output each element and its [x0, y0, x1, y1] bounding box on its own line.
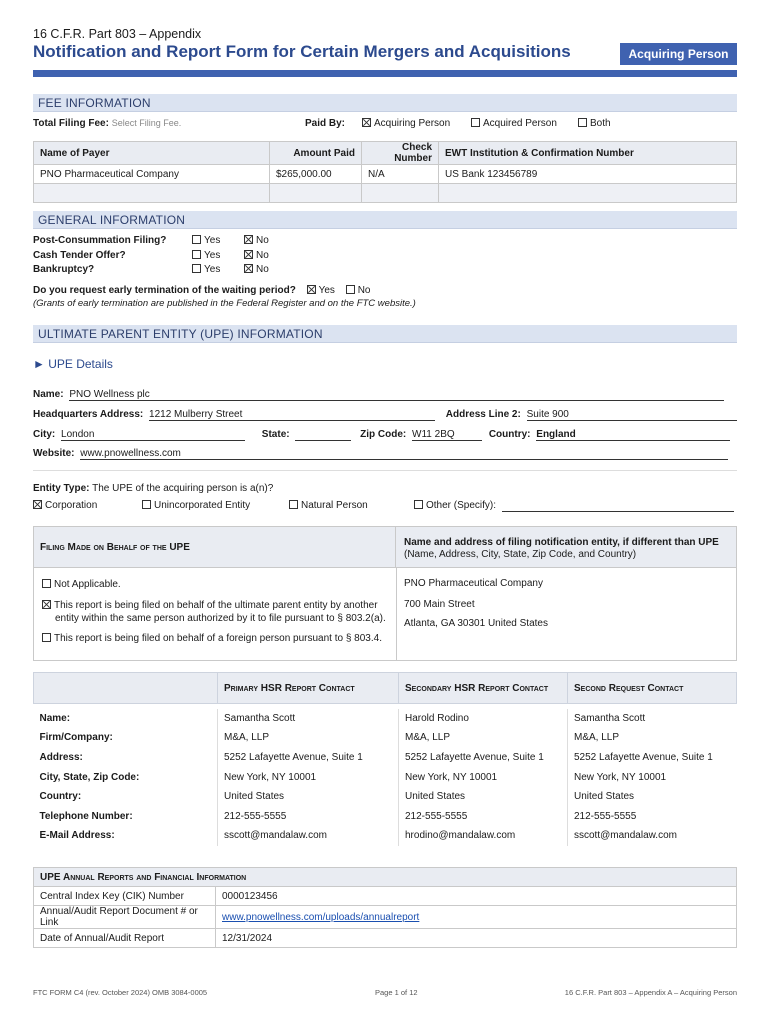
col-amount-paid: Amount Paid — [270, 142, 362, 165]
footer-page-number: Page 1 of 12 — [375, 988, 418, 997]
checkbox-checked-icon — [42, 600, 51, 609]
upe-website-row — [33, 448, 737, 460]
checkbox-checked-icon — [307, 285, 316, 294]
general-section-title: GENERAL INFORMATION — [38, 213, 186, 227]
entity-type-label: Entity Type: — [33, 483, 90, 494]
checkbox-icon — [471, 118, 480, 127]
city-field[interactable]: London — [61, 429, 245, 441]
contact-cell[interactable]: 5252 Lafayette Avenue, Suite 1 — [399, 748, 568, 768]
upe-section-header — [33, 325, 737, 343]
check-number-cell[interactable]: N/A — [362, 165, 439, 184]
fee-section-header — [33, 94, 737, 112]
cash-tender-label: Cash Tender Offer? — [33, 249, 126, 261]
paid-by-both[interactable]: Both — [578, 118, 611, 129]
contact-cell[interactable]: Harold Rodino — [399, 709, 568, 729]
filing-behalf-box — [33, 526, 737, 661]
city-label: City: — [33, 429, 56, 440]
address-line-2-label: Address Line 2: — [445, 409, 521, 420]
contact-cell[interactable]: sscott@mandalaw.com — [568, 826, 737, 846]
filing-right-header — [396, 527, 736, 568]
table-row — [34, 887, 737, 906]
total-fee-label: Total Filing Fee: — [33, 118, 109, 129]
divider — [396, 568, 397, 660]
filing-entity-street[interactable]: 700 Main Street — [404, 599, 475, 610]
payer-name-cell[interactable] — [34, 184, 270, 203]
entity-type-question: The UPE of the acquiring person is a(n)? — [92, 483, 274, 494]
early-termination — [33, 285, 371, 296]
contact-cell[interactable]: 5252 Lafayette Avenue, Suite 1 — [568, 748, 737, 768]
contacts-table — [33, 672, 737, 846]
contact-row-name — [34, 709, 737, 729]
post-consummation-yes[interactable]: Yes — [192, 234, 220, 249]
cash-tender-yes[interactable]: Yes — [192, 249, 220, 264]
contact-cell[interactable]: M&A, LLP — [568, 728, 737, 748]
post-consummation-label: Post-Consummation Filing? — [33, 235, 167, 246]
entity-natural-person[interactable]: Natural Person — [289, 500, 368, 511]
contact-row-address — [34, 748, 737, 768]
early-termination-label: Do you request early termination of the waiting period? — [33, 285, 296, 296]
filing-entity-subheading: (Name, Address, City, State, Zip Code, and Country) — [404, 549, 637, 560]
filing-entity-heading: Name and address of filing notification entity, if different than UPE — [404, 537, 719, 548]
contact-row-phone — [34, 806, 737, 826]
annual-report-link[interactable]: www.pnowellness.com/uploads/annualreport — [222, 911, 420, 923]
upe-name-row — [33, 389, 737, 401]
ewt-cell[interactable] — [439, 184, 737, 203]
col-second-request-contact: Second Request Contact — [568, 673, 737, 704]
general-section-header — [33, 211, 737, 229]
contact-cell[interactable]: United States — [568, 787, 737, 807]
row-label: E-Mail Address: — [39, 830, 115, 842]
row-label: Country: — [39, 791, 82, 803]
general-questions — [33, 234, 333, 278]
zip-code-field[interactable]: W11 2BQ — [412, 429, 482, 441]
contact-row-email — [34, 826, 737, 846]
divider — [33, 470, 737, 471]
contact-cell[interactable]: 212-555-5555 — [568, 806, 737, 826]
entity-unincorporated[interactable]: Unincorporated Entity — [142, 500, 250, 511]
early-termination-yes[interactable]: Yes — [307, 285, 335, 296]
upe-section-title: ULTIMATE PARENT ENTITY (UPE) INFORMATION — [38, 327, 323, 341]
table-row — [34, 165, 737, 184]
bankruptcy-no[interactable]: No — [244, 263, 269, 278]
paid-by-label: Paid By: — [305, 118, 346, 129]
post-consummation-no[interactable]: No — [244, 234, 269, 249]
contact-cell[interactable]: Samantha Scott — [568, 709, 737, 729]
footer-reference: 16 C.F.R. Part 803 – Appendix A – Acquiring Person — [564, 988, 737, 997]
checkbox-icon — [414, 500, 423, 509]
checkbox-icon — [42, 633, 51, 642]
contact-row-firm — [34, 728, 737, 748]
checkbox-icon — [192, 250, 201, 259]
annual-date-field[interactable]: 12/31/2024 — [216, 929, 737, 948]
contact-cell[interactable]: United States — [218, 787, 399, 807]
row-label: Telephone Number: — [39, 810, 133, 822]
col-name-of-payer: Name of Payer — [34, 142, 270, 165]
upe-name-field[interactable]: PNO Wellness plc — [69, 389, 724, 401]
bankruptcy-label: Bankruptcy? — [33, 264, 95, 275]
contact-cell[interactable]: United States — [399, 787, 568, 807]
checkbox-icon — [346, 285, 355, 294]
contact-cell[interactable]: hrodino@mandalaw.com — [399, 826, 568, 846]
check-number-cell[interactable] — [362, 184, 439, 203]
annual-doc-label: Annual/Audit Report Document # or Link — [34, 906, 216, 929]
country-label: Country: — [488, 429, 531, 440]
checkbox-checked-icon — [33, 500, 42, 509]
cik-label: Central Index Key (CIK) Number — [34, 887, 216, 906]
contact-cell[interactable]: New York, NY 10001 — [399, 767, 568, 787]
table-row — [34, 906, 737, 929]
table-row-empty — [34, 184, 737, 203]
ewt-cell[interactable]: US Bank 123456789 — [439, 165, 737, 184]
checkbox-icon — [192, 235, 201, 244]
hq-address-field[interactable]: 1212 Mulberry Street — [149, 409, 435, 421]
upe-city-row — [33, 429, 737, 441]
contact-cell[interactable]: New York, NY 10001 — [568, 767, 737, 787]
bankruptcy-yes[interactable]: Yes — [192, 263, 220, 278]
filing-not-applicable[interactable]: Not Applicable. — [42, 579, 121, 590]
upe-hq-row — [33, 409, 737, 421]
filing-left-header — [34, 527, 396, 568]
contact-cell[interactable]: Samantha Scott — [218, 709, 399, 729]
annual-reports-table — [33, 867, 737, 948]
upe-details-heading: ► UPE Details — [33, 357, 113, 371]
table-row — [34, 929, 737, 948]
fee-section-title: FEE INFORMATION — [38, 96, 151, 110]
hq-address-label: Headquarters Address: — [33, 409, 144, 420]
filing-entity-city[interactable]: Atlanta, GA 30301 United States — [404, 618, 548, 629]
checkbox-checked-icon — [244, 250, 253, 259]
amount-paid-cell[interactable] — [270, 184, 362, 203]
row-label: Firm/Company: — [39, 732, 113, 744]
website-field[interactable]: www.pnowellness.com — [80, 448, 728, 460]
acquiring-person-badge: Acquiring Person — [620, 43, 737, 65]
contact-row-city — [34, 767, 737, 787]
checkbox-checked-icon — [362, 118, 371, 127]
footer-form-id: FTC FORM C4 (rev. October 2024) OMB 3084-0005 — [33, 988, 208, 997]
annual-date-label: Date of Annual/Audit Report — [34, 929, 216, 948]
filing-option-803-2a[interactable]: This report is being filed on behalf of the ultimate parent entity by another entity within the same person authorized by it to file pursuant to § 803.2(a). — [42, 600, 392, 625]
checkbox-icon — [142, 500, 151, 509]
col-check-number: Check Number — [362, 142, 439, 165]
checkbox-icon — [578, 118, 587, 127]
annual-reports-heading: UPE Annual Reports and Financial Information — [34, 868, 737, 887]
contact-cell[interactable]: 5252 Lafayette Avenue, Suite 1 — [218, 748, 399, 768]
contact-cell[interactable]: M&A, LLP — [399, 728, 568, 748]
checkbox-icon — [289, 500, 298, 509]
row-label: Address: — [39, 751, 83, 763]
contact-cell[interactable]: sscott@mandalaw.com — [218, 826, 399, 846]
contact-cell[interactable]: M&A, LLP — [218, 728, 399, 748]
zip-code-label: Zip Code: — [360, 429, 407, 440]
page-title: Notification and Report Form for Certain Mergers and Acquisitions — [33, 42, 571, 61]
checkbox-checked-icon — [244, 235, 253, 244]
checkbox-icon — [42, 579, 51, 588]
header-rule — [33, 70, 737, 77]
col-primary-contact: Primary HSR Report Contact — [218, 673, 399, 704]
country-field[interactable]: England — [536, 429, 730, 441]
contact-cell[interactable]: 212-555-5555 — [218, 806, 399, 826]
payer-name-cell[interactable]: PNO Pharmaceutical Company — [34, 165, 270, 184]
entity-type-row — [33, 483, 273, 494]
filing-fee-select[interactable]: Select Filing Fee. — [111, 118, 182, 128]
filing-option-803-4[interactable]: This report is being filed on behalf of a foreign person pursuant to § 803.4. — [42, 633, 382, 644]
amount-paid-cell[interactable]: $265,000.00 — [270, 165, 362, 184]
contact-cell[interactable]: 212-555-5555 — [399, 806, 568, 826]
contact-row-country — [34, 787, 737, 807]
fee-payment-table — [33, 141, 737, 203]
cik-field[interactable]: 0000123456 — [216, 887, 737, 906]
row-label: Name: — [39, 712, 71, 724]
col-ewt-institution: EWT Institution & Confirmation Number — [439, 142, 737, 165]
total-filing-fee — [33, 118, 181, 129]
row-label: City, State, Zip Code: — [39, 771, 140, 783]
upe-name-label: Name: — [33, 389, 64, 400]
address-line-2-field[interactable]: Suite 900 — [527, 409, 737, 421]
col-secondary-contact: Secondary HSR Report Contact — [399, 673, 568, 704]
entity-other[interactable]: Other (Specify): — [414, 500, 734, 512]
checkbox-icon — [192, 264, 201, 273]
checkbox-checked-icon — [244, 264, 253, 273]
state-field[interactable] — [295, 429, 351, 441]
early-termination-no[interactable]: No — [346, 285, 371, 296]
website-label: Website: — [33, 448, 75, 459]
paid-by-acquiring[interactable]: Acquiring Person — [362, 118, 450, 129]
entity-corporation[interactable]: Corporation — [33, 500, 97, 511]
contact-cell[interactable]: New York, NY 10001 — [218, 767, 399, 787]
filing-made-heading: Filing Made on Behalf of the UPE — [40, 542, 190, 553]
state-label: State: — [261, 429, 290, 440]
paid-by-acquired[interactable]: Acquired Person — [471, 118, 557, 129]
early-termination-note: (Grants of early termination are published in the Federal Register and on the FTC website.) — [33, 298, 416, 309]
cash-tender-no[interactable]: No — [244, 249, 269, 264]
cfr-reference: 16 C.F.R. Part 803 – Appendix — [33, 27, 202, 41]
filing-entity-name[interactable]: PNO Pharmaceutical Company — [404, 578, 543, 589]
